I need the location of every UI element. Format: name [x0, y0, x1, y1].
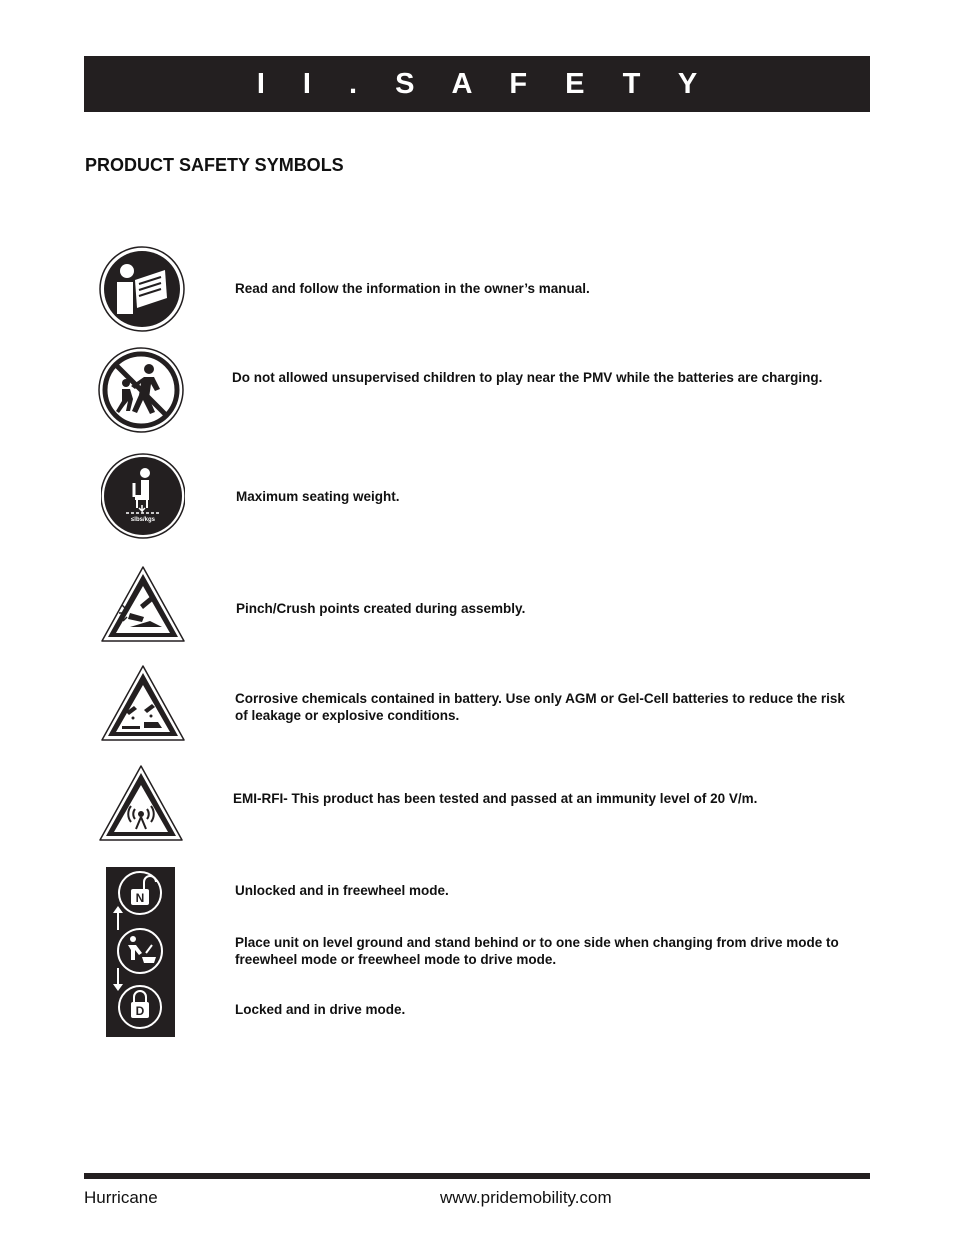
symbol-text-emi-rfi: EMI-RFI- This product has been tested and passed at an immunity level of 20 V/m.: [233, 791, 758, 806]
footer-website: www.pridemobility.com: [440, 1188, 612, 1207]
max-weight-label: ≤lbs/kgs: [131, 517, 155, 523]
symbol-text-max-weight: Maximum seating weight.: [236, 489, 400, 504]
section-title: I I . S A F E T Y: [256, 67, 713, 100]
locked-letter: D: [135, 1004, 145, 1018]
pinch-crush-icon: [100, 565, 186, 648]
footer-model-name: Hurricane: [84, 1188, 158, 1207]
freewheel-locked-text: Locked and in drive mode.: [235, 1002, 406, 1017]
freewheel-place-text: Place unit on level ground and stand behind or to one side when changing from drive mode to freewheel mode or freewheel mode to drive mode.: [235, 935, 839, 967]
unlocked-letter: N: [135, 891, 145, 905]
footer-rule: [84, 1173, 870, 1179]
read-manual-icon: [99, 246, 185, 337]
symbol-text-read-manual: Read and follow the information in the owner’s manual.: [235, 281, 590, 296]
max-weight-icon: [101, 453, 185, 544]
corrosive-icon: [100, 664, 186, 747]
freewheel-unlocked-text: Unlocked and in freewheel mode.: [235, 883, 449, 898]
section-title-bar: [84, 56, 870, 112]
freewheel-panel-icon: [106, 867, 175, 1042]
symbol-text-pinch-crush: Pinch/Crush points created during assembly.: [236, 601, 526, 616]
symbol-text-corrosive: Corrosive chemicals contained in battery. Use only AGM or Gel-Cell batteries to reduce the risk of leakage or explosive conditions.: [235, 691, 845, 723]
section-heading: PRODUCT SAFETY SYMBOLS: [85, 155, 344, 175]
no-children-icon: [98, 347, 184, 438]
symbol-text-no-children: Do not allowed unsupervised children to play near the PMV while the batteries are charging.: [232, 370, 823, 385]
emi-rfi-icon: [98, 764, 184, 847]
